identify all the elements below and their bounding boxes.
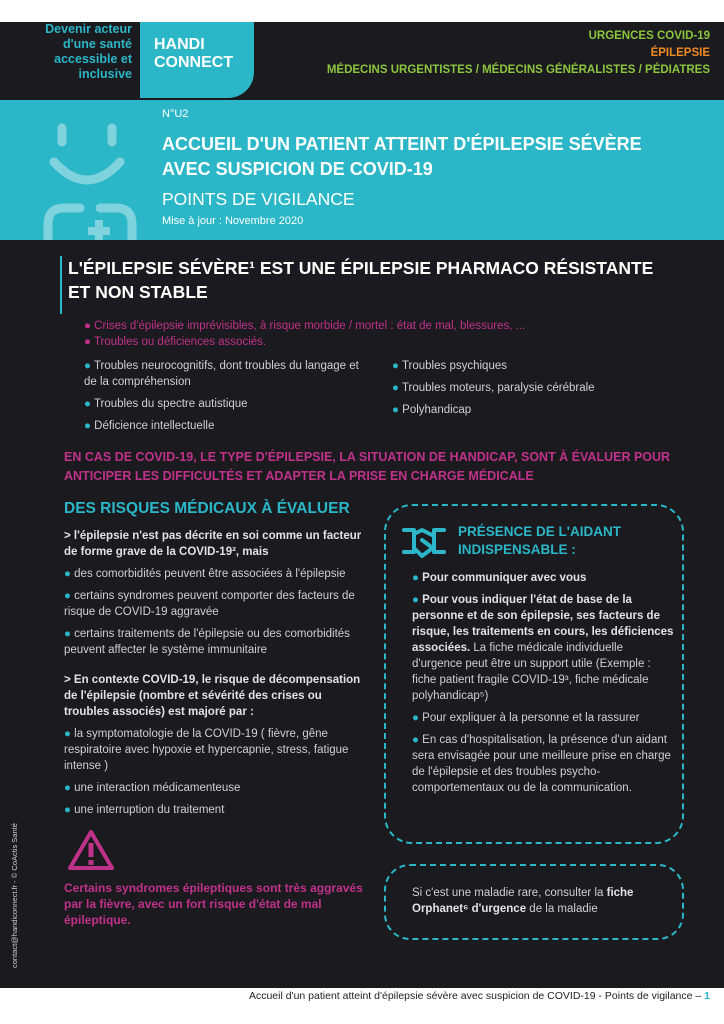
category-epilepsie: ÉPILEPSIE: [650, 47, 710, 59]
pink-list: [84, 318, 684, 350]
bullet-icon: ●: [84, 360, 94, 372]
list-item: ● Troubles du spectre autistique: [84, 398, 248, 410]
list-item: ● des comorbidités peuvent être associées à l'épilepsie: [64, 568, 346, 580]
bullet-icon: ●: [412, 594, 423, 606]
bullet-icon: ●: [412, 712, 423, 724]
list-item: ● Troubles moteurs, paralysie cérébrale: [392, 382, 595, 394]
list-item: ● la symptomatologie de la COVID-19 ( fièvre, gêne respiratoire avec hypoxie et hypercapnie, stress, fatigue intense ): [64, 728, 349, 772]
tagline: Devenir acteur d'une santé accessible et inclusive: [45, 22, 132, 81]
doc-title: ACCUEIL D'UN PATIENT ATTEINT D'ÉPILEPSIE SÉVÈRE AVEC SUSPICION DE COVID-19: [162, 134, 642, 179]
covid-note: EN CAS DE COVID-19, LE TYPE D'ÉPILEPSIE, LA SITUATION DE HANDICAP, SONT À ÉVALUER POUR ANTICIPER LES DIFFICULTÉS ET ADAPTER LA PRISE EN CHARGE MÉDICALE: [64, 450, 671, 483]
side-contact: contact@handiconnect.fr - © CoActis Santé: [10, 823, 19, 968]
list-item: ● certains traitements de l'épilepsie ou des comorbidités peuvent affecter le système immunitaire: [64, 628, 350, 656]
doc-number: N°U2: [162, 108, 189, 120]
handiconnect-logo: [140, 22, 254, 98]
doc-subtitle: POINTS DE VIGILANCE: [162, 189, 355, 209]
page-number: 1: [704, 990, 710, 1002]
section-epilepsie-severe: [60, 256, 680, 314]
list-item: ● certains syndromes peuvent comporter des facteurs de risque de COVID-19 aggravée: [64, 590, 355, 618]
troubles-col1: [84, 358, 374, 440]
warning-text: Certains syndromes épileptiques sont très aggravés par la fièvre, avec un fort risque d'état de mal épileptique.: [64, 881, 363, 927]
risques-column: [64, 528, 364, 824]
bullet-icon: ●: [64, 568, 75, 580]
list-item: ● Troubles neurocognitifs, dont troubles du langage et de la compréhension: [84, 360, 359, 388]
list-item: ● Pour vous indiquer l'état de base de la personne et de son épilepsie, ses facteurs de risque, les traitements en cours, les déficiences associées. La fiche médicale individuelle d'urgence peut être un support utile (Exemple : fiche patient fragile COVID-19³, fiche médicale polyhandicap⁵): [412, 594, 674, 702]
logo-line1: HANDI: [154, 36, 205, 53]
list-item: ● Pour communiquer avec vous: [412, 572, 587, 584]
logo-line2: CONNECT: [154, 54, 234, 71]
bullet-icon: ●: [64, 782, 75, 794]
pink-item: ● Crises d'épilepsie imprévisibles, à risque morbide / mortel : état de mal, blessures, ...: [84, 320, 526, 332]
list-item: ● Pour expliquer à la personne et la rassurer: [412, 712, 640, 724]
category-urgences: URGENCES COVID-19: [588, 30, 710, 42]
header: [0, 22, 724, 100]
warning-icon: [66, 828, 116, 872]
bullet-icon: ●: [392, 360, 402, 372]
smiley-icon: [40, 120, 150, 240]
footer: [0, 990, 710, 1002]
list-item: ● une interaction médicamenteuse: [64, 782, 241, 794]
list-item: ● Polyhandicap: [392, 404, 472, 416]
list-item: ● En cas d'hospitalisation, la présence d'un aidant sera envisagée pour une meilleure prise en charge de l'épilepsie et des troubles psycho-comportementaux ou de la communication.: [412, 734, 671, 794]
bullet-icon: ●: [64, 628, 75, 640]
handshake-icon: [400, 522, 448, 562]
section2-title: DES RISQUES MÉDICAUX À ÉVALUER: [64, 500, 350, 517]
list-item: ● une interruption du traitement: [64, 804, 225, 816]
section1-title: L'ÉPILEPSIE SÉVÈRE¹ EST UNE ÉPILEPSIE PHARMACO RÉSISTANTE ET NON STABLE: [68, 258, 654, 302]
bullet-icon: ●: [64, 804, 75, 816]
orphanet-text: Si c'est une maladie rare, consulter la fiche Orphanet⁶ d'urgence de la maladie: [412, 887, 634, 915]
footer-text: Accueil d'un patient atteint d'épilepsie sévère avec suspicion de COVID-19 - Points de vigilance –: [248, 990, 705, 1002]
pink-item: ● Troubles ou déficiences associés.: [84, 336, 267, 348]
risques-intro2: > En contexte COVID-19, le risque de décompensation de l'épilepsie (nombre et sévérité des crises ou troubles associés) est majoré par :: [64, 674, 361, 718]
bullet-icon: ●: [412, 734, 423, 746]
bullet-icon: ●: [84, 420, 95, 432]
bullet-icon: ●: [84, 398, 94, 410]
troubles-col2: [392, 358, 682, 424]
bullet-icon: ●: [392, 404, 403, 416]
bullet-icon: ●: [412, 572, 423, 584]
bullet-icon: ●: [64, 728, 75, 740]
aidant-list: [412, 570, 674, 802]
category-medecins: MÉDECINS URGENTISTES / MÉDECINS GÉNÉRALISTES / PÉDIATRES: [326, 64, 710, 76]
category-list: [327, 28, 710, 79]
bullet-icon: ●: [392, 382, 402, 394]
bullet-icon: ●: [64, 590, 75, 602]
aidant-title: PRÉSENCE DE L'AIDANT INDISPENSABLE :: [458, 524, 621, 557]
update-date: Mise à jour : Novembre 2020: [162, 215, 304, 227]
list-item: ● Troubles psychiques: [392, 360, 507, 372]
risques-intro: > l'épilepsie n'est pas décrite en soi comme un facteur de forme grave de la COVID-19², mais: [64, 530, 362, 558]
list-item: ● Déficience intellectuelle: [84, 420, 215, 432]
bullet-icon: ●: [84, 336, 94, 348]
bullet-icon: ●: [84, 320, 95, 332]
